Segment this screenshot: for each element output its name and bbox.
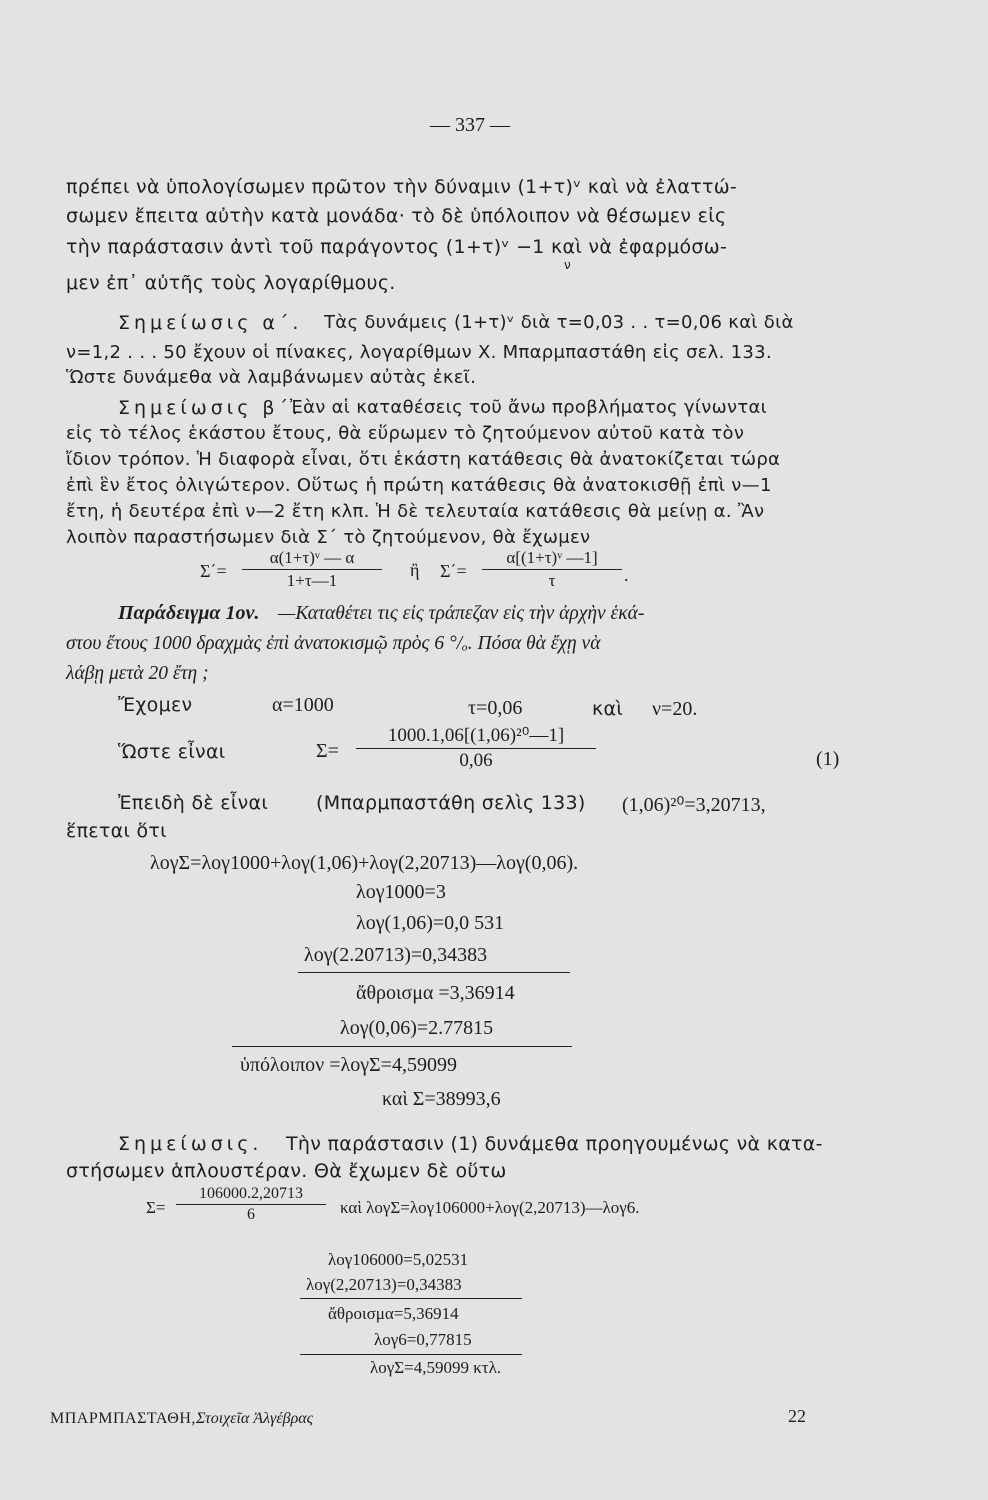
calc1-line-7: καὶ Σ=38993,6 (382, 1088, 501, 1110)
since-reference: (Μπαρμπαστάθη σελὶς 133) (316, 792, 586, 814)
note-alpha-line-3: Ὥστε δυνάμεθα νὰ λαμβάνωμεν αὐτὰς ἐκεῖ. (66, 367, 477, 388)
eq1-tag: (1) (816, 748, 840, 770)
calc1-line-4: ἄθροισμα =3,36914 (356, 982, 515, 1004)
calc2-line-2: λογ(2,20713)=0,34383 (306, 1275, 462, 1294)
eq1-denominator: 0,06 (459, 750, 493, 771)
calc1-line-1: λογ1000=3 (356, 881, 446, 903)
eq2-denominator: 6 (247, 1206, 255, 1223)
intro-line-3-subscript: ν (564, 258, 571, 272)
note-beta-line-2: εἰς τὸ τέλος ἑκάστου ἔτους, θὰ εὕρωμεν τὸ ζητούμενον αὐτοῦ κατὰ τὸν (66, 423, 745, 444)
formula1-or: ἢ (410, 560, 420, 580)
formula1-numerator-2: α[(1+τ)ᵛ —1] (482, 548, 622, 570)
given-nu: ν=20. (652, 698, 698, 720)
formula1-denominator-2: τ (548, 571, 556, 590)
note-alpha-line-2: ν=1,2 . . . 50 ἔχουν οἱ πίνακες, λογαρίθμων Χ. Μπαρμπαστάθη εἰς σελ. 133. (66, 342, 772, 363)
log-equation: λογΣ=λογ1000+λογ(1,06)+λογ(2,20713)—λογ(0,06). (150, 852, 579, 874)
given-alpha: α=1000 (272, 694, 334, 716)
note-beta-line-4: ἐπὶ ἓν ἔτος ὀλιγώτερον. Οὕτως ἡ πρώτη κατάθεσις θὰ ἀνατοκισθῇ ἐπὶ ν—1 (66, 475, 772, 496)
since-line-2: ἕπεται ὅτι (66, 820, 167, 842)
example-line-1: —Καταθέτει τις εἰς τράπεζαν εἰς τὴν ἀρχὴν ἑκά- (278, 603, 645, 624)
note-beta-line-6: λοιπὸν παραστήσωμεν διὰ Σ΄ τὸ ζητούμενον, θὰ ἔχωμεν (66, 527, 591, 548)
since-value: (1,06)²⁰=3,20713, (622, 794, 766, 816)
formula1-lhs-2: Σ΄= (440, 561, 467, 581)
calc2-line-5: λογΣ=4,59099 κτλ. (370, 1358, 502, 1377)
note-alpha-label: Σημείωσις α΄. (118, 312, 303, 334)
eq2-rest: καὶ λογΣ=λογ106000+λογ(2,20713)—λογ6. (340, 1198, 640, 1217)
note3-label: Σημείωσις. (118, 1133, 263, 1155)
eq1-label: Ὥστε εἶναι (118, 741, 226, 763)
calc2-sum-rule (300, 1298, 522, 1299)
note-alpha-line-1: Τὰς δυνάμεις (1+τ)ᵛ διὰ τ=0,03 . . τ=0,06 καὶ διὰ (324, 312, 794, 333)
calc1-line-2: λογ(1,06)=0,0 531 (356, 912, 505, 934)
formula1-denominator-1: 1+τ—1 (286, 571, 338, 590)
note-beta-label: Σημείωσις β΄. (118, 397, 303, 419)
note3-line-1: Τὴν παράστασιν (1) δυνάμεθα προηγουμένως νὰ κατα- (286, 1133, 823, 1155)
given-tau: τ=0,06 (468, 697, 523, 719)
example-line-3: λάβῃ μετὰ 20 ἔτη ; (66, 663, 209, 684)
calc1-line-5: λογ(0,06)=2.77815 (340, 1017, 494, 1039)
eq2-fraction (176, 1185, 326, 1224)
calc1-sum-rule (298, 972, 570, 973)
intro-line-2: σωμεν ἔπειτα αὐτὴν κατὰ μονάδα· τὸ δὲ ὑπόλοιπον νὰ θέσωμεν εἰς (66, 205, 727, 227)
formula1-fraction-1 (242, 548, 382, 591)
example-title: Παράδειγμα 1ον. (118, 602, 260, 624)
note-beta-line-3: ἴδιον τρόπον. Ἡ διαφορὰ εἶναι, ὅτι ἑκάστη κατάθεσις θὰ ἀνατοκίζεται τώρα (66, 449, 781, 470)
calc2-line-3: ἄθροισμα=5,36914 (328, 1304, 459, 1323)
since-text: Ἐπειδὴ δὲ εἶναι (118, 792, 269, 814)
formula1-lhs: Σ΄= (200, 561, 227, 581)
eq2-numerator: 106000.2,20713 (176, 1185, 326, 1205)
calc1-diff-rule (232, 1046, 572, 1047)
intro-line-3: τὴν παράστασιν ἀντὶ τοῦ παράγοντος (1+τ)ᵛ −1 καὶ νὰ ἐφαρμόσω- (66, 236, 728, 258)
eq1-lhs: Σ= (316, 740, 339, 762)
calc2-diff-rule (300, 1354, 522, 1355)
page-number-header: — 337 — (430, 114, 510, 136)
note-beta-line-5: ἔτη, ἡ δευτέρα ἐπὶ ν—2 ἔτη κλπ. Ἡ δὲ τελευταία κατάθεσις θὰ μείνῃ α. Ἂν (66, 501, 765, 522)
note3-line-2: στήσωμεν ἁπλουστέραν. Θὰ ἔχωμεν δὲ οὕτω (66, 1160, 507, 1182)
eq1-fraction (356, 724, 596, 772)
calc2-line-4: λογ6=0,77815 (374, 1330, 472, 1349)
formula1-period: . (624, 565, 629, 585)
eq1-numerator: 1000.1,06[(1,06)²⁰—1] (356, 724, 596, 749)
footer-signature-number: 22 (788, 1406, 806, 1426)
footer-author: ΜΠΑΡΜΠΑΣΤΑΘΗ, (50, 1410, 196, 1427)
note-beta-line-1: Ἐὰν αἱ καταθέσεις τοῦ ἄνω προβλήματος γίνωνται (290, 397, 768, 418)
calc1-line-6: ὑπόλοιπον =λογΣ=4,59099 (240, 1054, 457, 1076)
intro-line-1: πρέπει νὰ ὑπολογίσωμεν πρῶτον τὴν δύναμιν (1+τ)ᵛ καὶ νὰ ἐλαττώ- (66, 176, 738, 198)
given-label: Ἔχομεν (118, 694, 193, 716)
given-and: καὶ (592, 698, 624, 720)
footer-book-title: Στοιχεῖα Ἀλγέβρας (196, 1410, 314, 1427)
example-line-2: στου ἔτους 1000 δραχμὰς ἐπὶ ἀνατοκισμῷ πρὸς 6 °/ₒ. Πόσα θὰ ἔχῃ νὰ (66, 633, 601, 654)
formula1-numerator-1: α(1+τ)ᵛ — α (242, 548, 382, 570)
intro-line-4: μεν ἐπ᾿ αὐτῆς τοὺς λογαρίθμους. (66, 272, 396, 294)
formula1-fraction-2 (482, 548, 622, 591)
eq2-lhs: Σ= (146, 1198, 166, 1217)
calc2-line-1: λογ106000=5,02531 (328, 1250, 469, 1269)
calc1-line-3: λογ(2.20713)=0,34383 (304, 944, 488, 966)
